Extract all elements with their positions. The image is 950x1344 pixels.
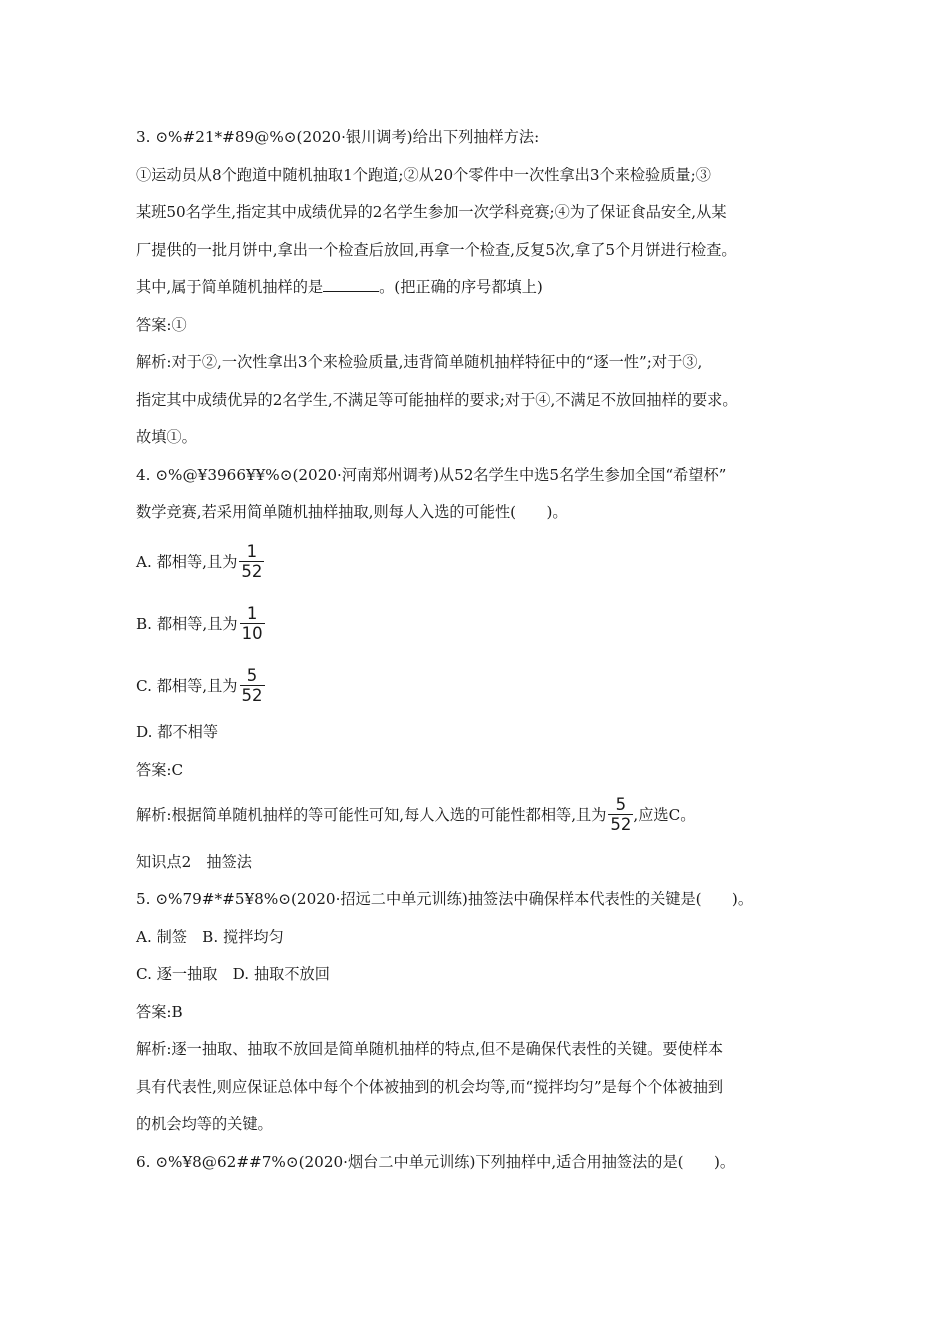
q4-option-a xyxy=(136,539,816,583)
q4-analysis-text: 解析:根据简单随机抽样的等可能性可知,每人入选的可能性都相等,且为 xyxy=(136,806,607,824)
fraction-numerator: 1 xyxy=(246,603,258,623)
fraction-denominator: 52 xyxy=(610,815,632,834)
fraction-denominator: 52 xyxy=(241,685,263,705)
option-b-fraction xyxy=(240,604,265,643)
q6-heading: 6. ⊙%¥8@62##7%⊙(2020·烟台二中单元训练)下列抽样中,适合用抽签法的是( )。 xyxy=(136,1152,736,1171)
q3-analysis-line-2: 指定其中成绩优异的2名学生,不满足等可能抽样的要求;对于④,不满足不放回抽样的要求。 xyxy=(136,390,738,409)
q3-analysis-line-1: 解析:对于②,一次性拿出3个来检验质量,违背简单随机抽样特征中的“逐一性”;对于③, xyxy=(136,353,703,371)
option-a-fraction xyxy=(239,542,264,581)
section-heading: 知识点2 抽签法 xyxy=(136,852,252,871)
q4-line-2: 数学竞赛,若采用简单随机抽样抽取,则每人入选的可能性( )。 xyxy=(136,503,568,521)
q5-options-row-2: C. 逐一抽取 D. 抽取不放回 xyxy=(136,965,330,983)
analysis-fraction xyxy=(608,795,633,834)
q3-line-2: 某班50名学生,指定其中成绩优异的2名学生参加一次学科竞赛;④为了保证食品安全,从某 xyxy=(136,203,727,221)
q3-line-3: 厂提供的一批月饼中,拿出一个检查后放回,再拿一个检查,反复5次,拿了5个月饼进行检查。 xyxy=(136,240,737,259)
option-c-fraction xyxy=(240,666,265,705)
q3-answer: 答案:① xyxy=(136,315,187,334)
option-a-text: A. 都相等,且为 xyxy=(136,552,238,571)
q3-prompt-note: 。(把正确的序号都填上) xyxy=(379,278,543,296)
fill-blank xyxy=(323,276,379,292)
q4-option-b xyxy=(136,601,816,645)
q5-analysis-line-1: 解析:逐一抽取、抽取不放回是简单随机抽样的特点,但不是确保代表性的关键。要使样本 xyxy=(136,1040,724,1058)
q4-option-c xyxy=(136,663,816,707)
q5-options-row-1: A. 制签 B. 搅拌均匀 xyxy=(136,927,284,946)
q3-prompt-text: 其中,属于简单随机抽样的是 xyxy=(136,278,324,296)
fraction-numerator: 5 xyxy=(615,795,627,814)
q3-heading: 3. ⊙%#21*#89@%⊙(2020·银川调考)给出下列抽样方法: xyxy=(136,128,540,146)
q3-line-4 xyxy=(136,276,816,298)
q4-analysis-tail: ,应选C。 xyxy=(633,806,696,824)
q5-answer: 答案:B xyxy=(136,1002,183,1021)
q5-analysis-line-3: 的机会均等的关键。 xyxy=(136,1115,273,1133)
fraction-denominator: 10 xyxy=(241,623,263,643)
q5-analysis-line-2: 具有代表性,则应保证总体中每个个体被抽到的机会均等,而“搅拌均匀”是每个个体被抽到 xyxy=(136,1077,724,1096)
q4-analysis xyxy=(136,793,816,837)
q5-heading: 5. ⊙%79#*#5¥8%⊙(2020·招远二中单元训练)抽签法中确保样本代表性的关键是( )。 xyxy=(136,890,754,908)
fraction-numerator: 1 xyxy=(246,541,258,561)
q4-option-d: D. 都不相等 xyxy=(136,723,219,741)
q3-line-1: ①运动员从8个跑道中随机抽取1个跑道;②从20个零件中一次性拿出3个来检验质量;③ xyxy=(136,165,711,184)
q4-answer: 答案:C xyxy=(136,760,184,779)
document-page xyxy=(136,126,816,1188)
fraction-numerator: 5 xyxy=(246,665,258,685)
option-c-text: C. 都相等,且为 xyxy=(136,676,238,695)
option-b-text: B. 都相等,且为 xyxy=(136,614,238,633)
q4-heading: 4. ⊙%@¥3966¥¥%⊙(2020·河南郑州调考)从52名学生中选5名学生参加全国“希望杯” xyxy=(136,465,727,484)
fraction-denominator: 52 xyxy=(241,561,263,581)
q3-analysis-line-3: 故填①。 xyxy=(136,428,197,446)
